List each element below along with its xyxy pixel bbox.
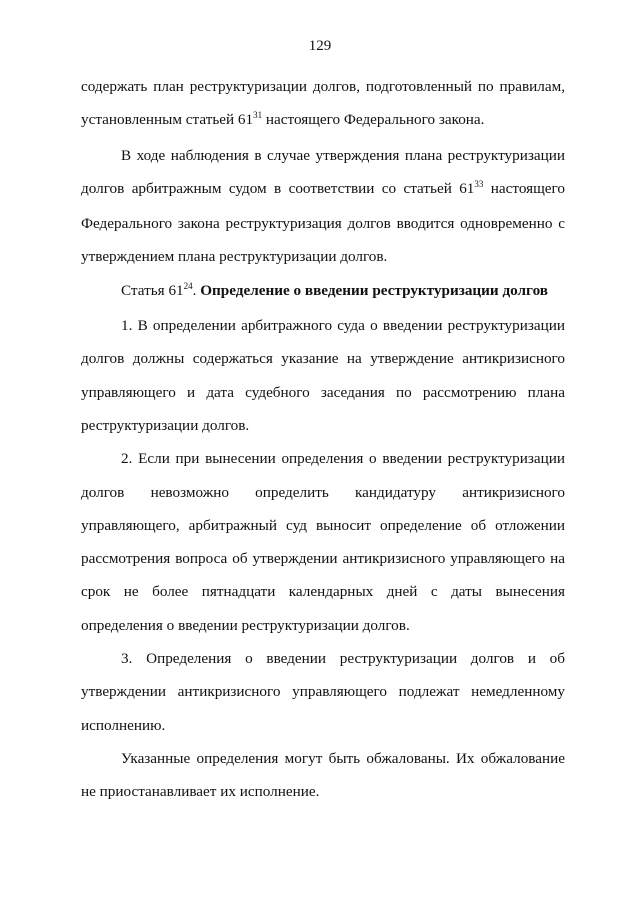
paragraph-text: В ходе наблюдения в случае утверждения плана реструктуризации долгов арбитражным судом в соответствии со статьей 61 <box>81 146 565 197</box>
paragraph-appeal: Указанные определения могут быть обжалованы. Их обжалование не приостанавливает их исполнение. <box>81 749 565 801</box>
paragraph-continuation <box>81 70 565 139</box>
paragraph-observation <box>81 139 565 274</box>
document-body <box>81 70 565 809</box>
page-number: 129 <box>308 38 332 54</box>
article-heading <box>81 274 565 309</box>
article-superscript: 33 <box>474 178 484 189</box>
paragraph-text: содержать план реструктуризации долгов, подготовленный по правилам, установленным статьей 61 <box>81 78 565 129</box>
paragraph-text: настоящего Федерального закона. <box>262 111 485 129</box>
paragraph-text: настоящего Федерального закона реструктуризация долгов вводится одновременно с утверждением плана реструктуризации долгов. <box>81 179 565 266</box>
paragraph-clause-1: 1. В определении арбитражного суда о введении реструктуризации долгов должны содержаться указание на утверждение антикризисного управляющего и дата судебного заседания по рассмотрению плана реструктуризации долгов. <box>81 317 565 434</box>
article-superscript: 31 <box>253 110 263 121</box>
article-separator: . <box>192 281 201 299</box>
paragraph-clause-3: 3. Определения о введении реструктуризации долгов и об утверждении антикризисного управляющего подлежат немедленному исполнению. <box>81 650 565 734</box>
article-title: Определение о введении реструктуризации долгов <box>200 281 548 299</box>
paragraph-clause-2: 2. Если при вынесении определения о введении реструктуризации долгов невозможно определить кандидатуру антикризисного управляющего, арбитражный суд выносит определение об отложении рассмотрения вопроса об утверждении антикризисного управляющего на срок не более пятнадцати календарных дней с даты вынесения определения о введении реструктуризации долгов. <box>81 450 565 634</box>
article-superscript: 24 <box>183 280 193 291</box>
article-label: Статья 61 <box>121 281 184 299</box>
